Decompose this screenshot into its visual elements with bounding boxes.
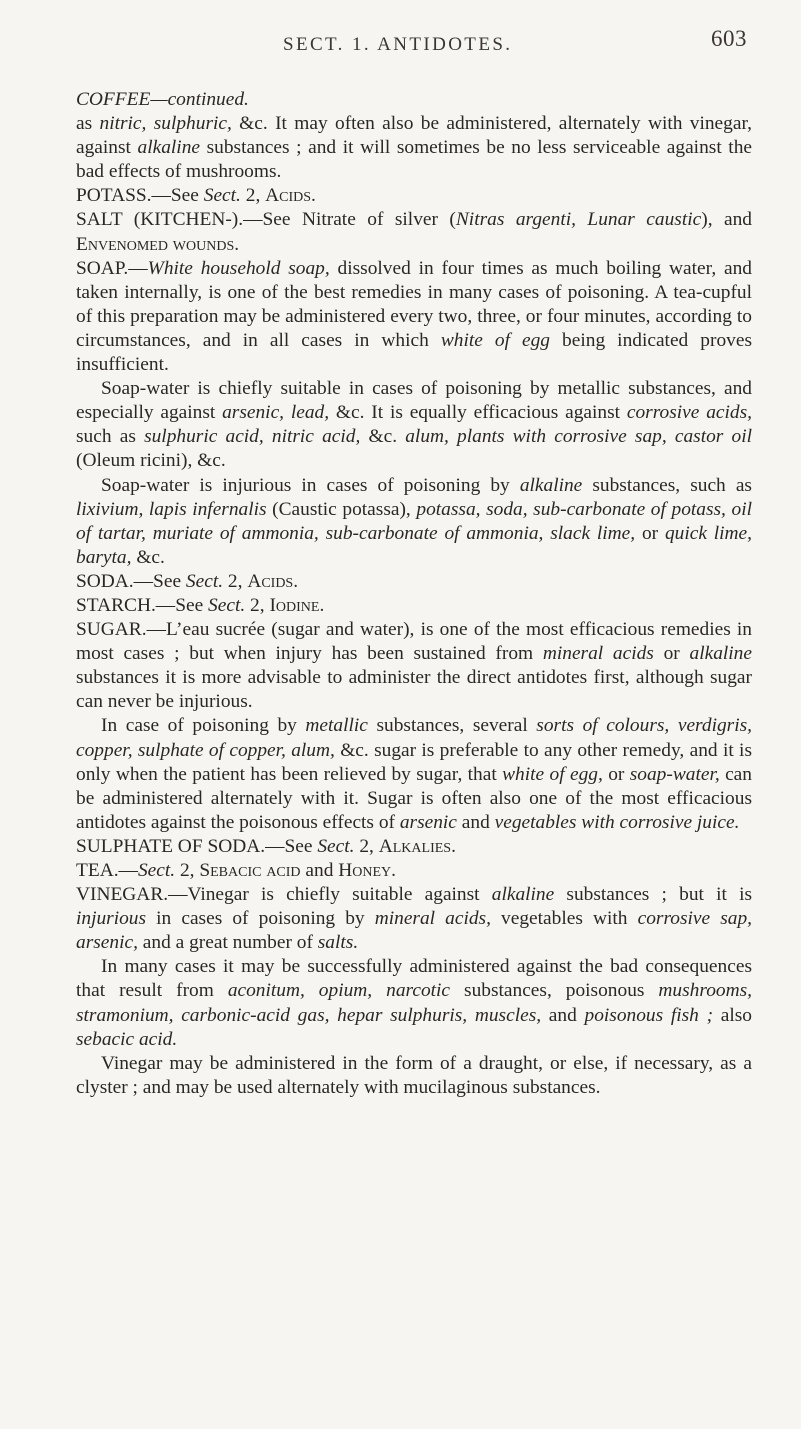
italic-run: sorts of colours, verdigris, copper, sulphate of copper, alum,: [76, 715, 752, 761]
italic-run: potassa, soda, sub-carbonate of potass, oil of tartar, muriate of ammonia, sub-carbonate of ammonia, slack lime,: [76, 498, 752, 544]
text-run: and: [456, 811, 495, 833]
paragraph-vinegar-administration: [76, 1052, 752, 1100]
body-text: [76, 88, 752, 1100]
italic-run: Nitras argenti, Lunar caustic: [455, 209, 702, 231]
italic-run: alkaline: [519, 474, 583, 496]
italic-run: soap-water,: [629, 763, 720, 785]
paragraph-soap-water-injurious: [76, 474, 752, 570]
entry-tea: [76, 859, 752, 883]
small-caps-run: Alkalies.: [378, 835, 456, 857]
italic-run: white of egg,: [502, 763, 603, 785]
italic-run: sebacic acid.: [76, 1028, 178, 1050]
italic-run: Sect.: [185, 570, 224, 592]
text-run: &c.: [131, 546, 165, 568]
italic-run: alkaline: [689, 643, 752, 665]
small-caps-run: Sebacic acid: [199, 860, 301, 881]
text-run: ), and: [701, 209, 752, 231]
entry-label: SUGAR.: [76, 619, 147, 641]
text-run: can be administered alternately with it. Sugar is often also one of the most efficacious antidotes against the poisonous effects of: [76, 763, 752, 833]
italic-run: nitric, sulphuric,: [99, 113, 232, 135]
text-run: substances it is more advisable to administer the direct antidotes first, although sugar can never be injurious.: [76, 667, 752, 713]
text-run: Soap-water is injurious in cases of poisoning by: [101, 474, 520, 496]
text-run: in cases of poisoning by: [146, 908, 375, 930]
text-run: —See: [133, 570, 186, 592]
small-caps-run: Envenomed wounds.: [76, 233, 240, 255]
italic-run: lixivium, lapis infernalis: [76, 498, 267, 520]
text-run: In case of poisoning by: [101, 715, 306, 737]
text-run: (Caustic potassa),: [266, 498, 417, 520]
italic-run: alkaline: [137, 137, 200, 159]
page-number: 603: [711, 26, 747, 51]
text-run: —See: [265, 835, 318, 857]
entry-label: TEA.: [76, 860, 119, 881]
section-title: SECT. 1. ANTIDOTES.: [283, 34, 513, 55]
small-caps-run: Iodine.: [269, 594, 325, 616]
text-run: 2,: [245, 594, 270, 616]
text-run: In many cases it may be successfully administered against the bad consequences that result from: [76, 956, 752, 1002]
text-run: such as: [76, 426, 145, 448]
text-run: and: [300, 860, 339, 881]
italic-run: Sect.: [203, 185, 241, 207]
entry-label: SULPHATE OF SODA.: [76, 835, 266, 857]
italic-run: mineral acids,: [374, 908, 491, 930]
small-caps-run: Honey.: [338, 860, 396, 881]
entry-sugar: [76, 618, 752, 714]
entry-salt: [76, 208, 752, 256]
entry-soda: [76, 570, 752, 594]
italic-run: Sect.: [137, 860, 176, 881]
text-run: —See Nitrate of silver (: [243, 209, 456, 231]
entry-potass: [76, 184, 752, 208]
text-run: or: [653, 643, 690, 665]
italic-run: corrosive sap, arsenic,: [76, 908, 753, 954]
small-caps-run: Acids.: [247, 570, 299, 592]
small-caps-run: Acids.: [265, 185, 316, 207]
entry-label: POTASS.: [76, 185, 152, 207]
italic-run: poisonous fish ;: [584, 1004, 714, 1026]
text-run: (Oleum ricini), &c.: [76, 450, 226, 472]
italic-run: alum, plants with corrosive sap, castor oil: [405, 426, 752, 448]
text-run: &c. It may often also be administered, alternately with vinegar, against: [76, 113, 752, 159]
entry-label: STARCH.: [76, 594, 156, 616]
text-run: &c. It is equally efficacious against: [329, 402, 627, 424]
text-run: substances ; but it is: [554, 884, 753, 906]
text-run: also: [713, 1004, 752, 1026]
text-run: 2,: [175, 860, 200, 881]
running-head: [0, 26, 801, 56]
paragraph-sugar-metallic: [76, 714, 752, 834]
italic-run: arsenic, lead,: [222, 402, 330, 424]
text-run: substances, such as: [582, 474, 752, 496]
italic-run: vegetables with corrosive juice.: [494, 811, 740, 833]
text-run: or: [602, 763, 630, 785]
italic-run: mineral acids: [542, 643, 654, 665]
text-run: —See: [155, 594, 209, 616]
entry-soap: [76, 257, 752, 377]
italic-run: corrosive acids,: [626, 402, 752, 424]
text-run: 2,: [223, 570, 248, 592]
italic-run: quick lime, baryta,: [76, 522, 752, 568]
italic-run: aconitum, opium, narcotic: [227, 980, 451, 1002]
text-run: Vinegar may be administered in the form of a draught, or else, if necessary, as a clyster ; and may be used alternately with mucilaginous substances.: [76, 1052, 752, 1098]
text-run: substances, several: [367, 715, 537, 737]
text-run: &c. sugar is preferable to any other remedy, and it is only when the patient has been relieved by sugar, that: [76, 739, 752, 785]
entry-label: VINEGAR.: [76, 884, 169, 906]
text-run: —: [128, 257, 148, 279]
text-run: substances ; and it will sometimes be no less serviceable against the bad effects of mushrooms.: [76, 137, 752, 183]
entry-starch: [76, 594, 752, 618]
italic-run: alkaline: [491, 884, 555, 906]
text-run: substances, poisonous: [450, 980, 659, 1002]
text-run: and a great number of: [137, 932, 318, 954]
text-run: as: [76, 113, 100, 135]
text-run: &c.: [360, 426, 406, 448]
text-run: —: [118, 860, 138, 881]
text-run: —Vinegar is chiefly suitable against: [168, 884, 492, 906]
paragraph-vinegar-consequences: [76, 955, 752, 1051]
text-run: —See: [151, 185, 204, 207]
heading-note: —continued.: [150, 89, 249, 110]
text-run: or: [635, 522, 665, 544]
text-run: —L’eau sucrée (sugar and water), is one of the most efficacious remedies in most cases ; but when injury has been sustained from: [76, 619, 752, 665]
italic-run: Sect.: [208, 594, 246, 616]
italic-run: salts.: [317, 932, 359, 954]
paragraph-soap-water-suitable: [76, 377, 752, 473]
entry-label: SALT (KITCHEN-).: [76, 209, 244, 231]
italic-run: sulphuric acid, nitric acid,: [144, 426, 361, 448]
italic-run: Sect.: [317, 835, 355, 857]
italic-run: mushrooms, stramonium, carbonic-acid gas, hepar sulphuris, muscles,: [76, 980, 752, 1026]
italic-run: white of egg: [440, 329, 551, 351]
text-run: Soap-water is chiefly suitable in cases of poisoning by metallic substances, and especially against: [76, 378, 752, 424]
text-run: 2,: [354, 835, 379, 857]
entry-vinegar: [76, 883, 752, 955]
italic-run: injurious: [76, 908, 147, 930]
entry-sulphate-of-soda: [76, 835, 752, 859]
text-run: being indicated proves insufficient.: [76, 329, 752, 376]
text-run: and: [541, 1004, 585, 1026]
entry-label: SOAP.: [76, 257, 129, 279]
text-run: dissolved in four times as much boiling water, and taken internally, is one of the best remedies in many cases of poisoning. A tea-cupful of this preparation may be administered every two, three, or four minutes, according to circumstances, and in all cases in which: [76, 257, 752, 351]
entry-heading-coffee: [76, 88, 752, 112]
italic-run: metallic: [305, 715, 368, 737]
italic-run: arsenic: [399, 811, 457, 833]
heading-title: COFFEE: [76, 89, 151, 110]
entry-label: SODA.: [76, 570, 134, 592]
text-run: 2,: [240, 185, 266, 207]
italic-run: White household soap,: [147, 257, 330, 279]
paragraph-coffee-continued: [76, 112, 752, 184]
text-run: vegetables with: [490, 908, 638, 930]
